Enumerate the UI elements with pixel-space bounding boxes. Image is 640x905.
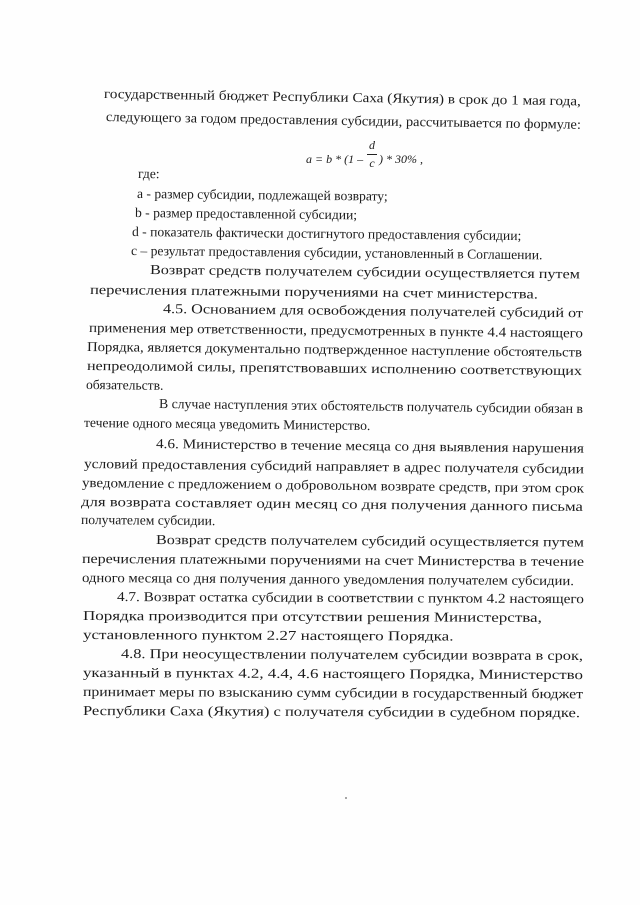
formula-denominator: c (369, 156, 375, 170)
text-line: Порядка производится при отсутствии решения Министерства, (82, 608, 542, 625)
scan-speck (345, 797, 347, 799)
text-line: c – результат предоставления субсидии, установленный в Соглашении. (130, 243, 543, 263)
text-line: условий предоставления субсидий направляет в адрес получателя субсидии (83, 456, 585, 477)
text-line: Возврат средств получателем субсидий осуществляется путем (155, 532, 585, 550)
text-line: 4.5. Основанием для освобождения получателей субсидий от (162, 301, 584, 321)
text-line: В случае наступления этих обстоятельств получатель субсидии обязан в (158, 396, 584, 417)
text-line: b - размер предоставленной субсидии; (134, 205, 358, 223)
text-line: течение одного месяца уведомить Министерство. (83, 415, 371, 433)
text-line: 4.8. При неосуществлении получателем субсидии возврата в срок, (120, 646, 584, 664)
formula (306, 138, 423, 178)
formula-numerator: d (369, 138, 375, 152)
text-line: непреодолимой силы, препятствовавших исполнению соответствующих (86, 358, 583, 379)
text-line: применения мер ответственности, предусмотренных в пункте 4.4 настоящего (88, 320, 584, 341)
text-line: Порядка, является документально подтвержденное наступление обстоятельств (86, 339, 583, 360)
text-line: одного месяца со дня получения данного уведомления получателем субсидии. (81, 570, 575, 589)
text-line: принимает меры по взысканию сумм субсидии в государственный бюджет (82, 684, 584, 702)
text-line: Республики Саха (Якутия) с получателя субсидии в судебном порядке. (82, 703, 581, 721)
text-line: следующего за годом предоставления субсидии, рассчитывается по формуле: (105, 109, 582, 132)
text-line: где: (137, 166, 160, 182)
text-line: Возврат средств получателем субсидии осуществляется путем (149, 262, 581, 282)
text-line: перечисления платежными поручениями на счет министерства. (89, 282, 539, 302)
formula-fraction (367, 138, 377, 171)
fraction-bar (367, 154, 377, 155)
formula-lhs: a = b * (1 – (306, 152, 364, 166)
text-line: перечисления платежными поручениями на счет Министерства в течение (81, 551, 585, 569)
text-line: уведомление с предложением о добровольном возврате средств, при этом срок (81, 475, 585, 496)
text-line: 4.6. Министерство в течение месяца со дня выявления нарушения (155, 436, 585, 456)
text-line: 4.7. Возврат остатка субсидии в соответствии с пунктом 4.2 настоящего (116, 589, 585, 607)
formula-rhs: ) * 30% , (379, 152, 423, 166)
text-line: d - показатель фактически достигнутого предоставления субсидии; (131, 224, 522, 244)
text-line: для возврата составляет один месяц со дня получения данного письма (80, 494, 584, 514)
text-line: указанный в пунктах 4.2, 4.4, 4.6 настоящего Порядка, Министерство (82, 665, 584, 683)
text-line: обязательств. (85, 377, 164, 393)
text-line: получателем субсидии. (80, 512, 216, 529)
text-line: государственный бюджет Республики Саха (Якутия) в срок до 1 мая года, (103, 86, 582, 109)
text-line: a - размер субсидии, подлежащей возврату; (136, 186, 388, 204)
text-line: установленного пунктом 2.27 настоящего Порядка. (82, 627, 454, 644)
